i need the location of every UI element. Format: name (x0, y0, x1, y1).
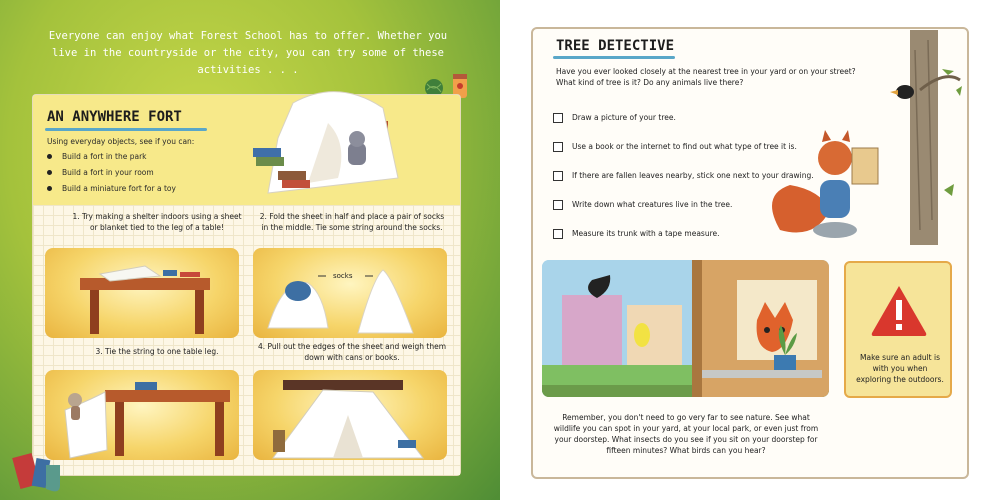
checklist-item: If there are fallen leaves nearby, stick one next to your drawing. (553, 161, 814, 190)
step-4-text: 4. Pull out the edges of the sheet and weigh them down with cans or books. (258, 342, 446, 362)
safety-warning-box (844, 261, 952, 398)
step-2-illustration (253, 248, 447, 338)
checkbox[interactable] (553, 113, 563, 123)
fort-intro: Using everyday objects, see if you can: (47, 137, 195, 146)
window-scene-illustration (542, 260, 829, 397)
bullet-icon (47, 170, 52, 175)
safety-warning-text: Make sure an adult is with you when exploring the outdoors. (856, 353, 944, 384)
bullet-icon (47, 154, 52, 159)
checkbox[interactable] (553, 171, 563, 181)
list-item: Build a fort in the park (47, 148, 176, 164)
step-4-illustration (253, 370, 447, 460)
fort-list (47, 148, 176, 196)
bullet-icon (47, 186, 52, 191)
steps-grid-area (33, 205, 460, 475)
tree-detective-underline (553, 56, 675, 59)
left-intro-text: Everyone can enjoy what Forest School has to offer. Whether you live in the countryside or the city, you can try some of these activities . . . (48, 30, 448, 76)
finished-fort-illustration (253, 370, 447, 460)
nature-reminder-text: Remember, you don't need to go very far to see nature. See what wildlife you can spot in your yard, at your local park, or even just from your doorstep. What insects do you see if you sit on your doorstep for fifteen minutes? What birds can you hear? (553, 413, 819, 455)
step-1-text: 1. Try making a shelter indoors using a sheet or blanket tied to the leg of a table! (72, 212, 242, 232)
socks-label: socks (333, 272, 353, 280)
anywhere-fort-card (33, 95, 460, 475)
checkbox[interactable] (553, 200, 563, 210)
socks-sheet-illustration (253, 248, 447, 338)
table-illustration (45, 248, 239, 338)
blanket-fort-illustration (238, 83, 438, 203)
checklist-item: Measure its trunk with a tape measure. (553, 219, 814, 248)
fort-title: AN ANYWHERE FORT (47, 109, 182, 125)
checklist-item: Write down what creatures live in the tree. (553, 190, 814, 219)
checkbox[interactable] (553, 142, 563, 152)
step-2-text: 2. Fold the sheet in half and place a pair of socks in the middle. Tie some string around the socks. (259, 212, 445, 232)
fort-title-underline (45, 128, 207, 131)
step-3-text: 3. Tie the string to one table leg. (95, 347, 219, 356)
tree-detective-intro: Have you ever looked closely at the nearest tree in your yard or on your street? What kind of tree is it? Do any animals live there? (556, 67, 856, 87)
step-1-illustration (45, 248, 239, 338)
list-item: Build a miniature fort for a toy (47, 180, 176, 196)
books-and-sock-illustration (8, 445, 68, 497)
fort-header-section (33, 95, 460, 205)
window-scene-drawing (542, 260, 829, 397)
tree-and-squirrel-illustration (760, 30, 965, 250)
checklist-item: Draw a picture of your tree. (553, 103, 814, 132)
checkbox[interactable] (553, 229, 563, 239)
list-item: Build a fort in your room (47, 164, 176, 180)
step-3-illustration (45, 370, 239, 460)
table-with-mouse-illustration (45, 370, 239, 460)
warning-icon (869, 283, 929, 338)
checklist-item: Use a book or the internet to find out what type of tree it is. (553, 132, 814, 161)
tree-detective-title: TREE DETECTIVE (556, 38, 675, 54)
